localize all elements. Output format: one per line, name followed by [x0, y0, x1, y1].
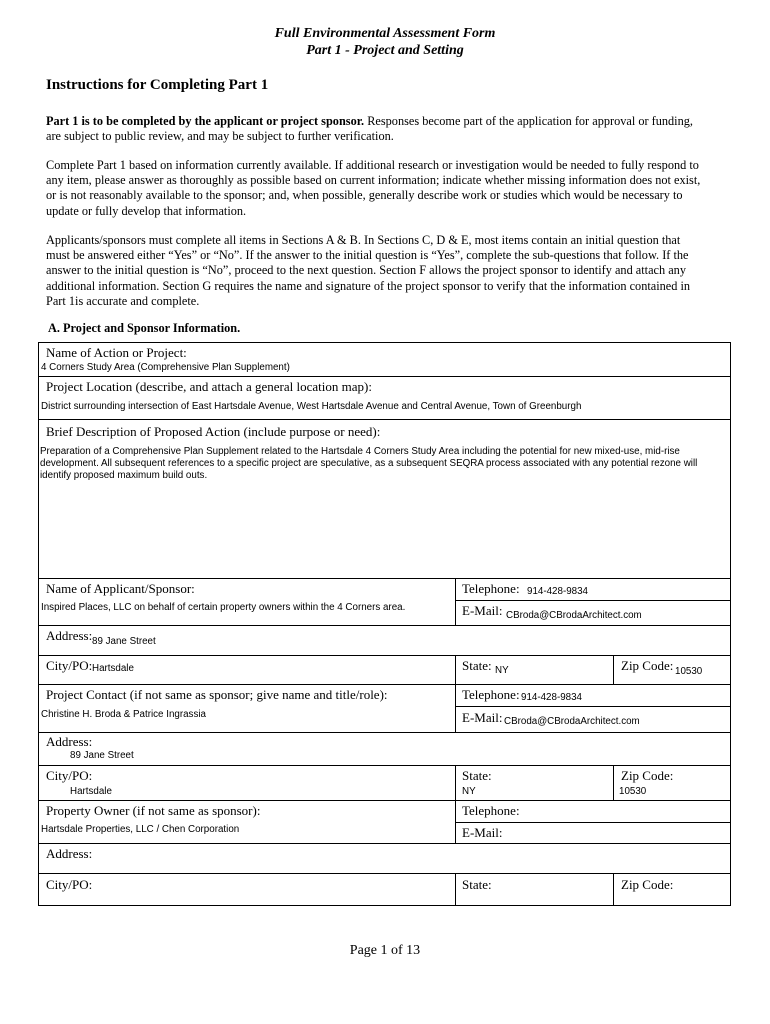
- form-title: Full Environmental Assessment Form: [274, 26, 496, 41]
- p1-rest: Responses become part of the application for approval or funding,: [364, 114, 693, 128]
- owner-city-label: City/PO:: [46, 877, 93, 892]
- applicant-name-value[interactable]: Inspired Places, LLC on behalf of certain property owners within the 4 Corners area.: [41, 602, 406, 613]
- p1-line-2: are subject to public review, and may be subject to further verification.: [46, 129, 394, 144]
- page-number: Page 1 of 13: [349, 943, 421, 958]
- applicant-state-value[interactable]: NY: [495, 665, 509, 676]
- row-divider: [38, 625, 731, 626]
- p3-line: answer to the initial question is “No”, proceed to the next question. Section F allows the project sponsor to identify and attach any: [46, 263, 686, 278]
- instructions-heading: Instructions for Completing Part 1: [46, 77, 269, 93]
- column-divider: [455, 873, 456, 906]
- owner-telephone-label: Telephone:: [462, 803, 520, 818]
- owner-name-label: Property Owner (if not same as sponsor):: [46, 803, 261, 818]
- owner-name-value[interactable]: Hartsdale Properties, LLC / Chen Corporation: [41, 824, 240, 835]
- contact-address-value[interactable]: 89 Jane Street: [70, 750, 134, 761]
- instructions-paragraph-1: [46, 114, 724, 144]
- applicant-city-label: City/PO:: [46, 658, 93, 673]
- description-value[interactable]: Preparation of a Comprehensive Plan Supplement related to the Hartsdale 4 Corners Study Area including the potential for new mixed-use, mid-rise development. All subsequent references to a specific project are speculative, as a subsequent SEQRA process associated with any potential rezone will identify proposed maximum build outs.: [40, 446, 698, 481]
- owner-state-label: State:: [462, 877, 492, 892]
- contact-address-label: Address:: [46, 734, 93, 749]
- row-divider: [38, 578, 731, 579]
- action-name-value[interactable]: 4 Corners Study Area (Comprehensive Plan Supplement): [41, 362, 290, 373]
- column-divider: [613, 873, 614, 906]
- row-divider: [38, 800, 731, 801]
- cell-divider: [455, 822, 731, 823]
- column-divider: [455, 578, 456, 625]
- applicant-zip-value[interactable]: 10530: [675, 666, 703, 677]
- owner-address-label: Address:: [46, 846, 93, 861]
- row-divider: [38, 843, 731, 844]
- applicant-zip-label: Zip Code:: [621, 658, 674, 673]
- applicant-name-label: Name of Applicant/Sponsor:: [46, 581, 195, 596]
- p2-line: update or fully develop that information.: [46, 203, 247, 218]
- applicant-telephone-label: Telephone:: [462, 581, 520, 596]
- p2-line: any item, please answer as thoroughly as possible based on current information; indicate whether missing information does not exist,: [46, 173, 701, 188]
- row-divider: [38, 419, 731, 420]
- contact-zip-value[interactable]: 10530: [619, 786, 647, 797]
- form-subtitle: Part 1 - Project and Setting: [306, 43, 464, 58]
- contact-state-value[interactable]: NY: [462, 786, 476, 797]
- column-divider: [613, 765, 614, 800]
- p1-bold: Part 1 is to be completed by the applicant or project sponsor.: [46, 114, 365, 128]
- instructions-paragraph-2: [46, 158, 724, 219]
- location-value[interactable]: District surrounding intersection of East Hartsdale Avenue, West Hartsdale Avenue and Central Avenue, Town of Greenburgh: [41, 401, 582, 412]
- row-divider: [38, 732, 731, 733]
- row-divider: [38, 655, 731, 656]
- contact-state-label: State:: [462, 768, 492, 783]
- p3-line: Part 1is accurate and complete.: [46, 293, 200, 308]
- contact-telephone-value[interactable]: 914-428-9834: [521, 692, 583, 703]
- applicant-address-value[interactable]: 89 Jane Street: [92, 636, 156, 647]
- p2-line: or is not reasonably available to the sponsor; and, when possible, generally describe work or studies which would be necessary to: [46, 188, 683, 203]
- owner-email-label: E-Mail:: [462, 825, 503, 840]
- row-divider: [38, 765, 731, 766]
- contact-city-value[interactable]: Hartsdale: [70, 786, 112, 797]
- applicant-state-label: State:: [462, 658, 492, 673]
- owner-zip-label: Zip Code:: [621, 877, 674, 892]
- p3-line: must be answered either “Yes” or “No”. If the answer to the initial question is “Yes”, complete the sub-questions that follow. If the: [46, 248, 689, 263]
- column-divider: [455, 765, 456, 843]
- p3-line: additional information. Section G requires the name and signature of the project sponsor to verify that the information contained in: [46, 278, 691, 293]
- p3-line: Applicants/sponsors must complete all items in Sections A & B. In Sections C, D & E, most items contain an initial question that: [46, 233, 681, 247]
- applicant-email-label: E-Mail:: [462, 603, 503, 618]
- applicant-city-value[interactable]: Hartsdale: [92, 663, 134, 674]
- applicant-address-label: Address:: [46, 628, 93, 643]
- cell-divider: [455, 706, 731, 707]
- description-label: Brief Description of Proposed Action (include purpose or need):: [46, 424, 381, 439]
- applicant-email-value[interactable]: CBroda@CBrodaArchitect.com: [506, 610, 642, 621]
- contact-city-label: City/PO:: [46, 768, 93, 783]
- cell-divider: [455, 600, 731, 601]
- p2-line: Complete Part 1 based on information currently available. If additional research or investigation would be needed to fully respond to: [46, 158, 699, 172]
- applicant-telephone-value[interactable]: 914-428-9834: [527, 586, 589, 597]
- row-divider: [38, 684, 731, 685]
- location-label: Project Location (describe, and attach a general location map):: [46, 379, 372, 394]
- instructions-paragraph-3: [46, 233, 724, 309]
- contact-name-value[interactable]: Christine H. Broda & Patrice Ingrassia: [41, 709, 206, 720]
- contact-zip-label: Zip Code:: [621, 768, 674, 783]
- column-divider: [613, 655, 614, 684]
- action-name-label: Name of Action or Project:: [46, 345, 187, 360]
- contact-email-value[interactable]: CBroda@CBrodaArchitect.com: [504, 716, 640, 727]
- contact-name-label: Project Contact (if not same as sponsor; give name and title/role):: [46, 687, 388, 702]
- contact-email-label: E-Mail:: [462, 710, 503, 725]
- row-divider: [38, 873, 731, 874]
- column-divider: [455, 655, 456, 732]
- section-a-heading: A. Project and Sponsor Information.: [48, 321, 241, 335]
- contact-telephone-label: Telephone:: [462, 687, 520, 702]
- row-divider: [38, 376, 731, 377]
